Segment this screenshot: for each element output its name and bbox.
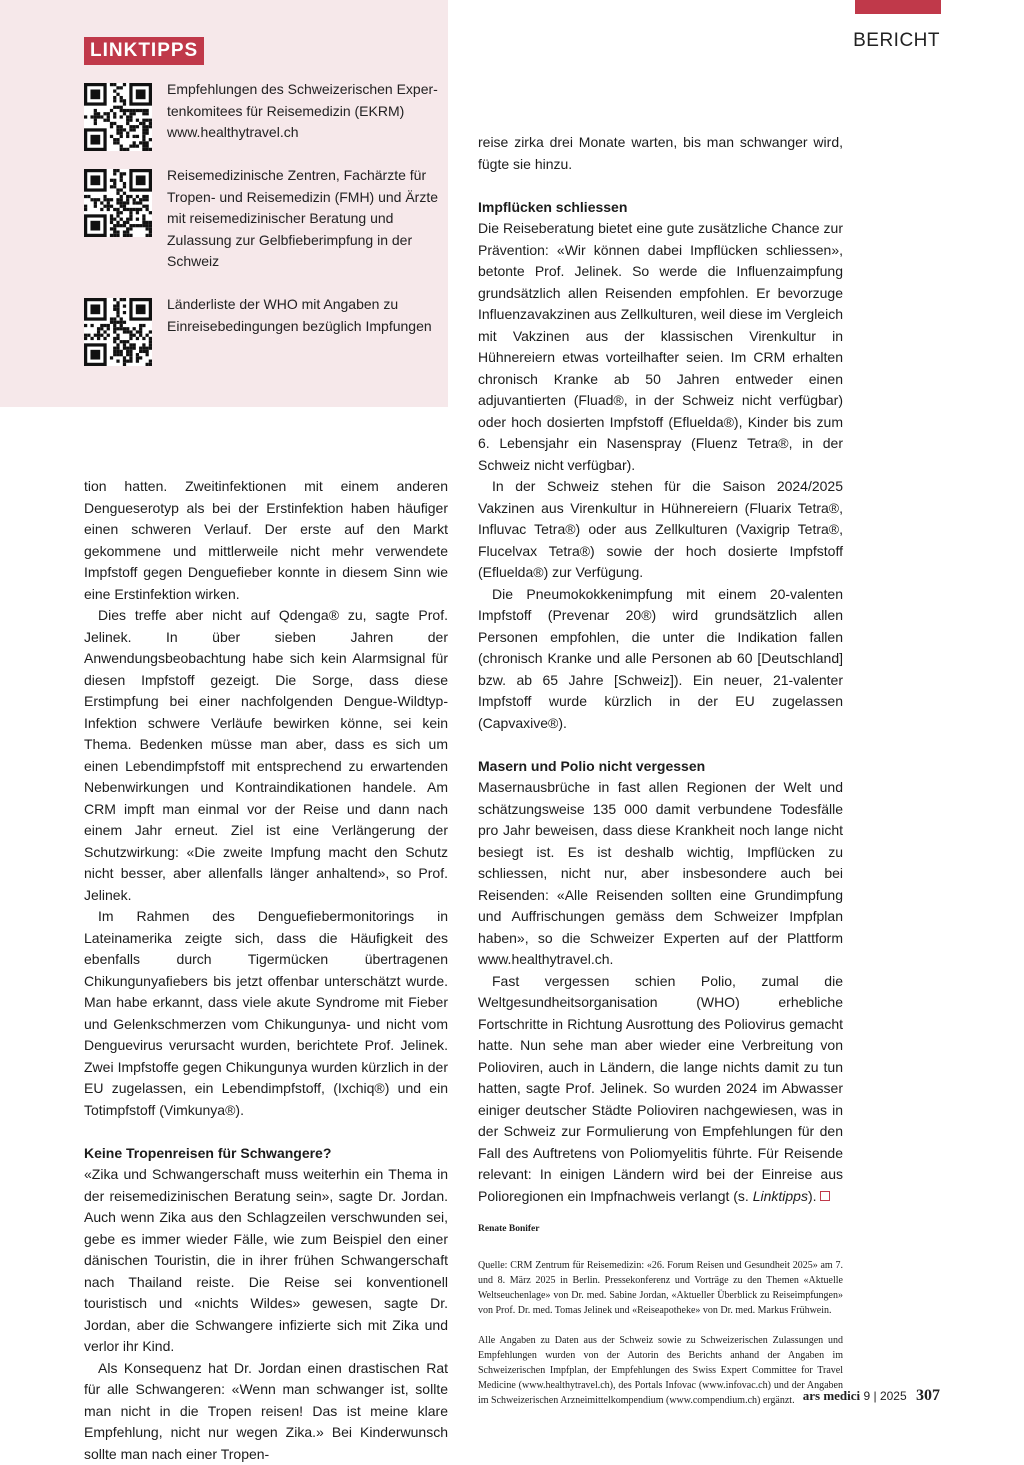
magazine-name: ars medici bbox=[803, 1388, 860, 1403]
linktipps-box bbox=[0, 0, 448, 407]
source-note: Quelle: CRM Zentrum für Reisemedizin: «26. Forum Reisen und Gesundheit 2025» am 7. und 8. März 2025 in Berlin. Pressekonferenz und Vorträge zu den Themen «Aktuelle Weltseuchenlage» von Dr. med. Sabine Jordan, «Aktueller Überblick zu Reiseimpfungen» von Prof. Dr. med. Tomas Jelinek und «Reiseapotheke» von Dr. med. Markus Frühwein. bbox=[478, 1258, 843, 1318]
page-footer bbox=[803, 1387, 940, 1405]
page-number: 307 bbox=[916, 1387, 940, 1404]
linktipp-text: Reisemedizinische Zentren, Fachärzte für Tropen- und Reisemedizin (FMH) und Ärzte mit reisemedizinischer Beratung und Zulassung zur Gelbfieberimpfung in der Schweiz bbox=[167, 165, 442, 273]
paragraph: Im Rahmen des Denguefiebermonitorings in Lateinamerika zeigte sich, dass die Häufigkeit des ebenfalls durch Tigermücken übertragenen Chikungunyafiebers bis jetzt offenbar unterschätzt wurde. Man habe erkannt, dass viele akute Syndrome mit Fieber und Gelenkschmerzen vom Chikungunya- und nicht vom Denguevirus verursacht wurden, berichtete Prof. Jelinek. Zwei Impfstoffe gegen Chikungunya wurden kürzlich in der EU zugelassen, ein Lebendimpfstoff, (Ixchiq®) und ein Totimpfstoff (Vimkunya®). bbox=[84, 906, 448, 1121]
paragraph: «Zika und Schwangerschaft muss weiterhin ein Thema in der reisemedizinischen Beratung sein», sagte Dr. Jordan. Auch wenn Zika aus den Schlagzeilen verschwunden sei, gebe es immer wieder Fälle, wie zum Beispiel den einer dänischen Touristin, die in ihrer frühen Schwangerschaft nach Thailand reiste. Die Reise sei konventionell touristisch und «nichts Wildes» gewesen, sagte Dr. Jordan, aber die Schwangere infizierte sich mit Zika und verlor ihr Kind. bbox=[84, 1164, 448, 1358]
accent-bar bbox=[855, 0, 941, 14]
paragraph: tion hatten. Zweitinfektionen mit einem anderen Dengueserotyp als bei der Erstinfektion haben häufiger einen schweren Verlauf. Der erste auf den Markt gekommene und mittlerweile nicht mehr verwendete Impfstoff gegen Denguefieber konnte in diesem Sinn wie eine Erstinfektion wirken. bbox=[84, 476, 448, 605]
author: Renate Bonifer bbox=[478, 1219, 843, 1241]
paragraph: Als Konsequenz hat Dr. Jordan einen drastischen Rat für alle Schwangeren: «Wenn man schwanger ist, sollte man nicht in die Tropen reisen! Das ist meine klare Empfehlung, nicht nur wegen Zika.» Bei Kinderwunsch sollte man nach einer Tropen- bbox=[84, 1358, 448, 1465]
linktipps-title: LINKTIPPS bbox=[84, 37, 204, 65]
left-column bbox=[84, 476, 448, 1465]
qr-code-icon[interactable] bbox=[84, 169, 152, 237]
section-heading: Masern und Polio nicht vergessen bbox=[478, 756, 843, 778]
end-mark-icon bbox=[820, 1191, 830, 1201]
data-note: Alle Angaben zu Daten aus der Schweiz sowie zu Schweizerischen Zulassungen und Empfehlungen wurden von der Autorin des Berichts anhand der Angaben im Schweizerischen Impfplan, der Empfehlungen des Swiss Expert Committee for Travel Medicine (www.healthytravel.ch), des Portals Infovac (www.infovac.ch) und der Angaben im Schweizerischen Arzneimittelkompendium (www.compendium.ch) ergänzt. bbox=[478, 1333, 843, 1408]
right-column bbox=[478, 132, 843, 1408]
qr-code-icon[interactable] bbox=[84, 298, 152, 366]
linktipp-text: Länderliste der WHO mit Angaben zu Einreisebedingungen bezüglich Impfungen bbox=[167, 294, 442, 337]
linktipp-text: Empfehlungen des Schweizerischen Expertenkomitees für Reisemedizin (EKRM) www.healthytravel.ch bbox=[167, 79, 442, 144]
paragraph: Die Reiseberatung bietet eine gute zusätzliche Chance zur Prävention: «Wir können dabei Impflücken schliessen», betonte Prof. Jelinek. So werde die Influenzaimpfung grundsätzlich allen Reisenden empfohlen. Er bevorzuge Influenzavakzinen aus Zellkulturen, weil diese im Vergleich mit Vakzinen aus der klassischen Virenkultur in Hühnereiern etwas vorteilhafter seien. Im CRM erhalten chronisch Kranke ab 50 Jahren entweder einen adjuvantierten (Fluad®, in der Schweiz nicht verfügbar) oder hoch dosierten Impfstoff (Efluelda®), Kinder bis zum 6. Lebensjahr ein Nasenspray (Fluenz Tetra®, in der Schweiz nicht verfügbar). bbox=[478, 218, 843, 476]
paragraph: reise zirka drei Monate warten, bis man schwanger wird, fügte sie hinzu. bbox=[478, 132, 843, 175]
paragraph: Masernausbrüche in fast allen Regionen der Welt und schätzungsweise 135 000 damit verbundene Todesfälle pro Jahr beweisen, dass diese Krankheit noch lange nicht besiegt ist. Es ist deshalb wichtig, Impflücken zu schliessen, nicht nur, aber insbesondere auch bei Reisenden: «Alle Reisenden sollten eine Grundimpfung und Auffrischungen gemäss dem Schweizer Impfplan haben», so die Schweizer Experten auf der Plattform www.healthytravel.ch. bbox=[478, 777, 843, 971]
paragraph-final: Fast vergessen schien Polio, zumal die Weltgesundheitsorganisation (WHO) erhebliche Fortschritte in Richtung Ausrottung des Poliovirus gemacht hatte. Nun sehe man aber wieder eine Verbreitung von Polioviren, auch in Ländern, die lange nichts damit zu tun hatten, sagte Prof. Jelinek. So wurden 2024 im Abwasser einiger deutscher Städte Polioviren nachgewiesen, was in der Schweiz zur Formulierung von Empfehlungen für den Fall des Auftretens von Poliomyelitis führte. Für Reisende relevant: In einigen Ländern wird bei der Einreise aus Polioregionen ein Impfnachweis verlangt (s. Linktipps). bbox=[478, 971, 843, 1208]
paragraph: Die Pneumokokkenimpfung mit einem 20-valenten Impfstoff (Prevenar 20®) wird grundsätzlich allen Personen empfohlen, die unter die Indikation fallen (chronisch Kranke und alle Personen ab 60 [Deutschland] bzw. ab 65 Jahre [Schweiz]). Ein neuer, 21-valenter Impfstoff wurde kürzlich in der EU zugelassen (Capvaxive®). bbox=[478, 584, 843, 735]
section-heading: Impflücken schliessen bbox=[478, 197, 843, 219]
section-heading: Keine Tropenreisen für Schwangere? bbox=[84, 1143, 448, 1165]
issue-number: 9 | 2025 bbox=[864, 1389, 907, 1403]
section-label: BERICHT bbox=[853, 30, 940, 52]
paragraph: In der Schweiz stehen für die Saison 2024/2025 Vakzinen aus Virenkultur in Hühnereiern (Fluarix Tetra®, Influvac Tetra®) oder aus Zellkulturen (Vaxigrip Tetra®, Flucelvax Tetra®) sowie der hoch dosierte Impfstoff (Efluelda®) zur Verfügung. bbox=[478, 476, 843, 584]
paragraph: Dies treffe aber nicht auf Qdenga® zu, sagte Prof. Jelinek. In über sieben Jahren der Anwendungsbeobachtung habe sich kein Alarmsignal für diesen Impfstoff gezeigt. Die Sorge, dass diese Erstimpfung bei einer nachfolgenden Dengue-Wildtyp-Infektion schwere Verläufe bewirken könne, sei kein Thema. Bedenken müsse man aber, dass es sich um einen Lebendimpfstoff mit entsprechend zu erwartenden Nebenwirkungen und Kontraindikationen handele. Am CRM impft man einmal vor der Reise und dann nach einem Jahr erneut. Ziel ist eine Verlängerung der Schutzwirkung: «Die zweite Impfung macht den Schutz nicht besser, aber allenfalls länger anhaltend», so Prof. Jelinek. bbox=[84, 605, 448, 906]
linktipps-reference: Linktipps bbox=[753, 1188, 808, 1204]
qr-code-icon[interactable] bbox=[84, 83, 152, 151]
